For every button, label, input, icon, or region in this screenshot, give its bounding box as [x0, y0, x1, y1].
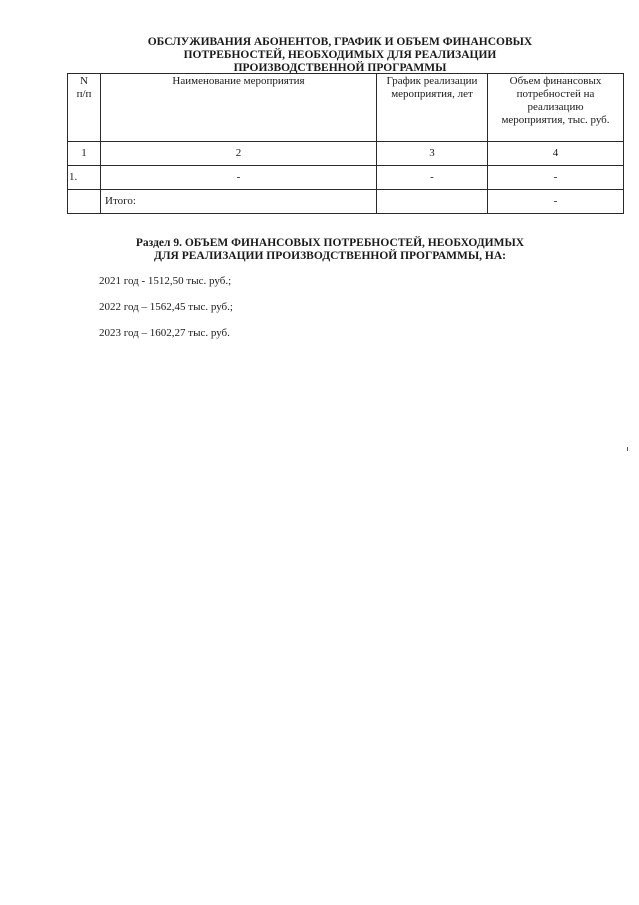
- heading-line: ПРОИЗВОДСТВЕННОЙ ПРОГРАММЫ: [233, 62, 447, 74]
- table-cell: -: [488, 166, 624, 190]
- section-heading-continued: [60, 36, 620, 75]
- total-value: -: [488, 190, 624, 214]
- table-cell: -: [101, 166, 377, 190]
- header-number: N п/п: [68, 74, 101, 142]
- header-schedule: График реализации мероприятия, лет: [377, 74, 488, 142]
- year-amount-2021: 2021 год - 1512,50 тыс. руб.;: [99, 275, 232, 287]
- total-graph: [377, 190, 488, 214]
- events-table: [67, 73, 624, 214]
- table-header-row: [68, 74, 624, 142]
- table-cell: 4: [488, 142, 624, 166]
- table-column-numbers-row: [68, 142, 624, 166]
- table-total-row: [68, 190, 624, 214]
- header-event-name: Наименование мероприятия: [101, 74, 377, 142]
- section-9-heading: [50, 237, 610, 263]
- heading-line: ОБСЛУЖИВАНИЯ АБОНЕНТОВ, ГРАФИК И ОБЪЕМ ФИНАНСОВЫХ: [147, 36, 533, 48]
- table-cell: -: [377, 166, 488, 190]
- header-financing: Объем финансовых потребностей на реализацию мероприятия, тыс. руб.: [488, 74, 624, 142]
- table-row: [68, 166, 624, 190]
- table-cell: 2: [101, 142, 377, 166]
- heading-line: ПОТРЕБНОСТЕЙ, НЕОБХОДИМЫХ ДЛЯ РЕАЛИЗАЦИИ: [183, 49, 497, 61]
- total-label: Итого:: [101, 190, 377, 214]
- table-cell: 3: [377, 142, 488, 166]
- year-amount-2022: 2022 год – 1562,45 тыс. руб.;: [99, 301, 233, 313]
- heading-line: ДЛЯ РЕАЛИЗАЦИИ ПРОИЗВОДСТВЕННОЙ ПРОГРАММЫ, НА:: [154, 250, 506, 262]
- table-cell: 1.: [68, 166, 101, 190]
- table-cell: 1: [68, 142, 101, 166]
- heading-line: Раздел 9. ОБЪЕМ ФИНАНСОВЫХ ПОТРЕБНОСТЕЙ, НЕОБХОДИМЫХ: [135, 237, 525, 249]
- scan-speck: [627, 447, 628, 451]
- table-cell: [68, 190, 101, 214]
- year-amount-2023: 2023 год – 1602,27 тыс. руб.: [99, 327, 230, 339]
